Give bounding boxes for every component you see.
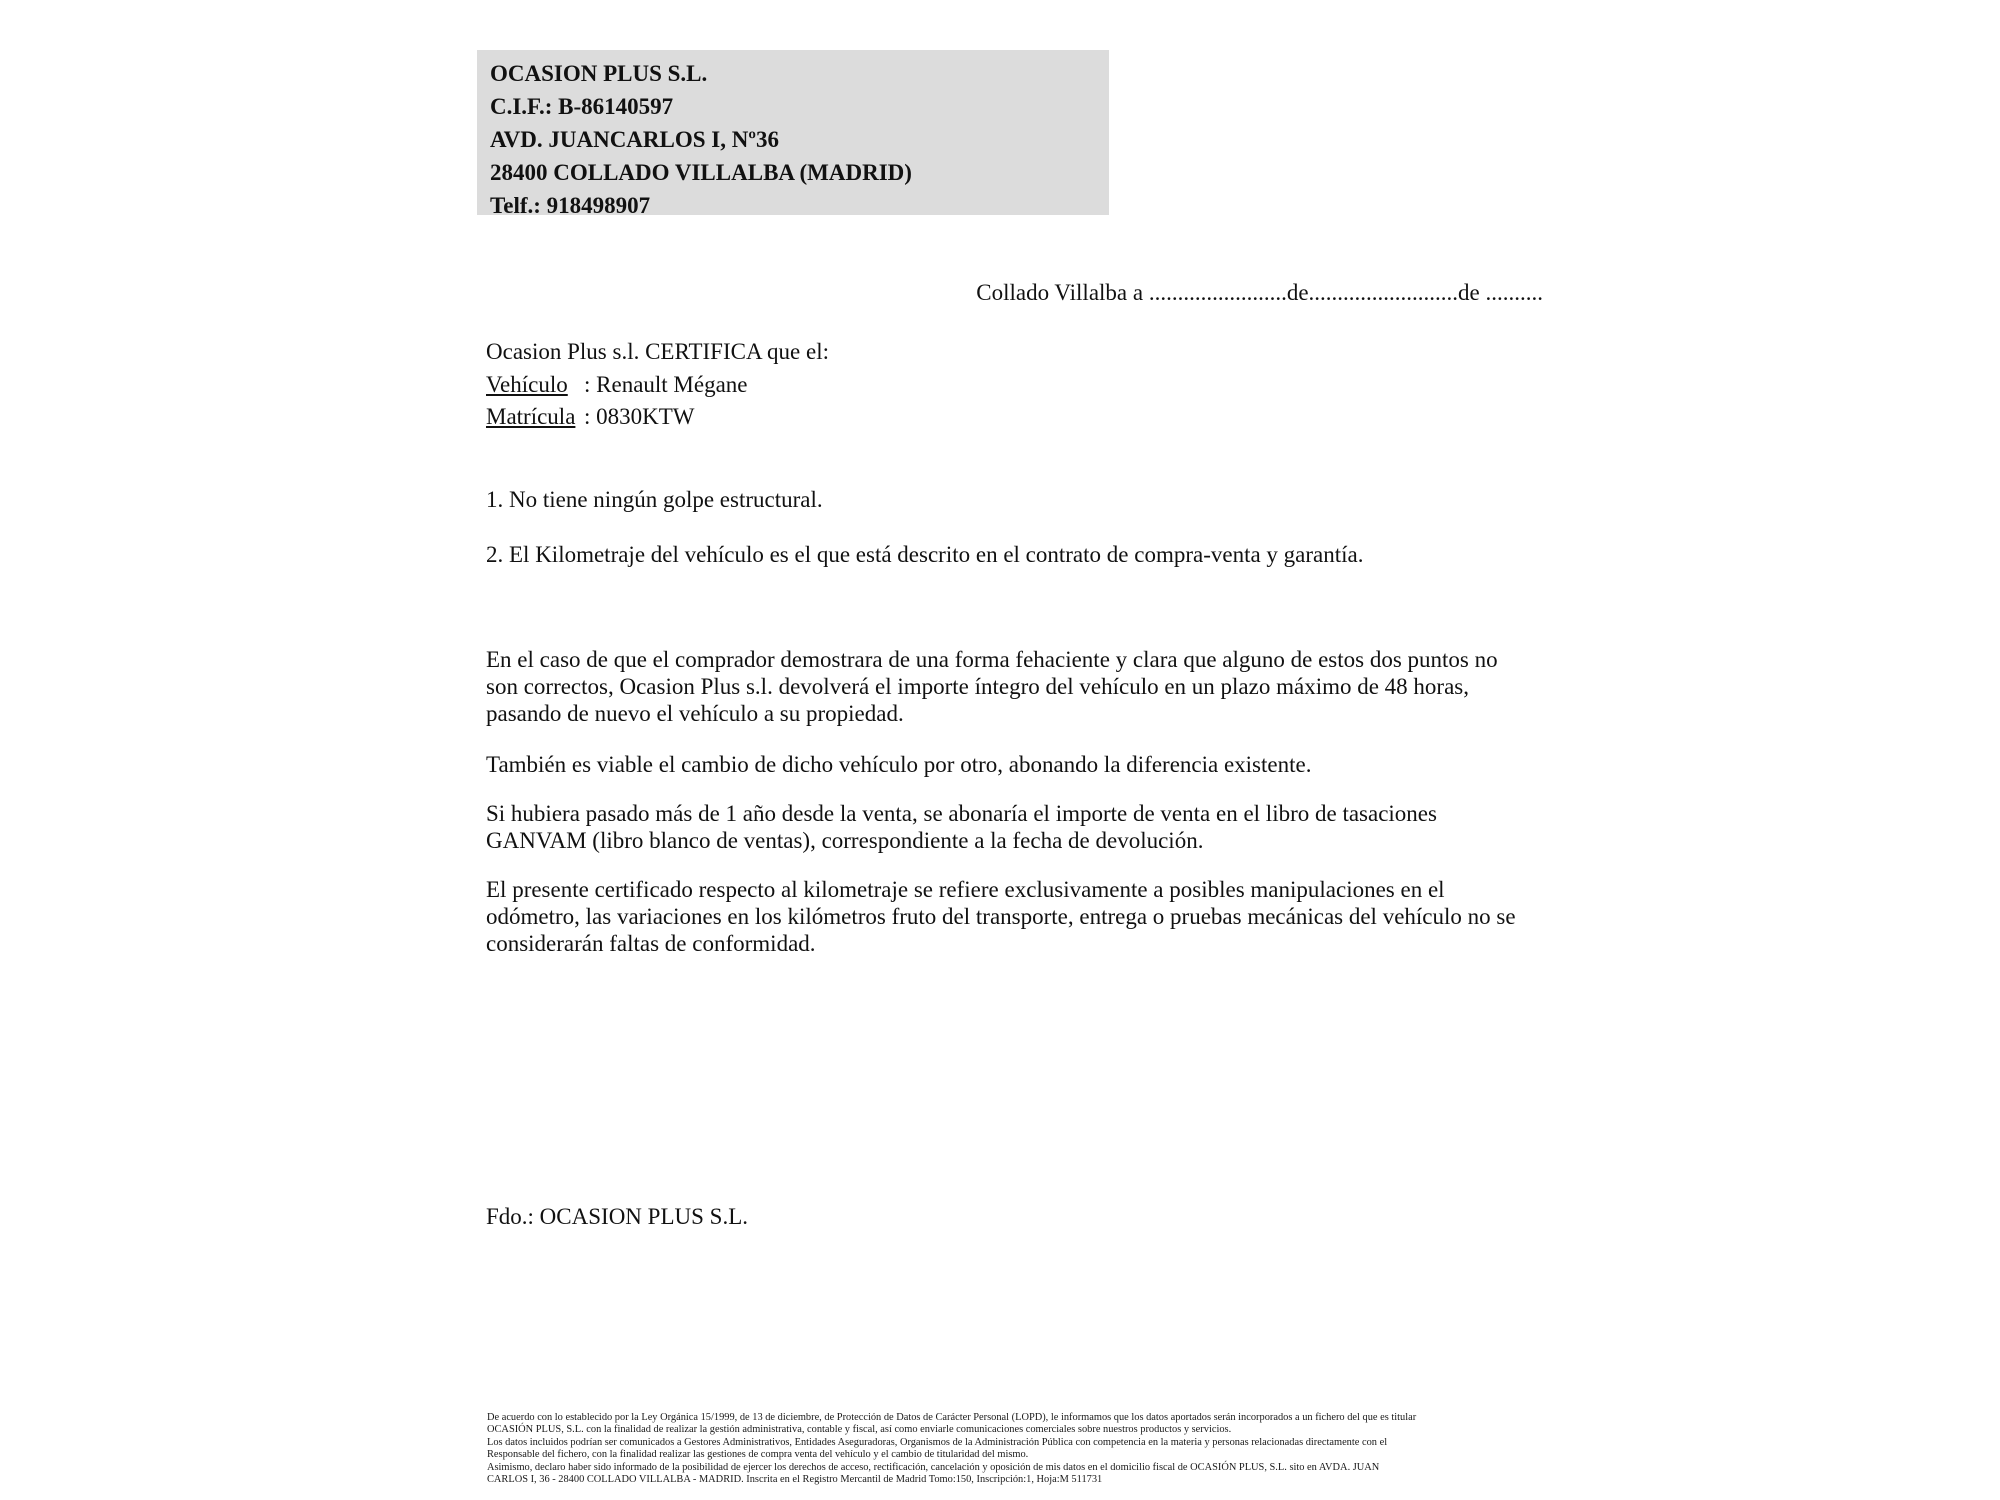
vehicle-field: [486, 369, 1536, 402]
company-city: 28400 COLLADO VILLALBA (MADRID): [490, 160, 912, 185]
plate-field-colon: :: [584, 404, 591, 429]
paragraph-exchange-option: También es viable el cambio de dicho vehículo por otro, abonando la diferencia existente.: [486, 752, 1312, 777]
company-phone: Telf.: 918498907: [490, 193, 651, 218]
legal-line: OCASIÓN PLUS, S.L. con la finalidad de realizar la gestión administrativa, contable y fiscal, así como enviarle comunicaciones comerciales sobre nuestros productos y servicios.: [487, 1424, 1232, 1436]
certified-point-1: 1. No tiene ningún golpe estructural.: [486, 487, 823, 512]
signature-line: Fdo.: OCASION PLUS S.L.: [486, 1204, 748, 1229]
legal-line: Los datos incluidos podrían ser comunicados a Gestores Administrativos, Entidades Aseguradoras, Organismos de la Administración Pública con competencia en la materia y personas relacionadas directamente con el: [487, 1436, 1388, 1448]
vehicle-field-value: Renault Mégane: [596, 371, 748, 397]
vehicle-field-label: Vehículo: [486, 371, 568, 397]
legal-fine-print: [487, 1412, 1587, 1486]
plate-field-value: 0830KTW: [596, 404, 695, 429]
legal-line: De acuerdo con lo establecido por la Ley Orgánica 15/1999, de 13 de diciembre, de Protección de Datos de Carácter Personal (LOPD), le informamos que los datos aportados serán incorporados a un fichero del que es titular: [487, 1412, 1417, 1423]
plate-field: [486, 401, 1536, 434]
paragraph-odometer-scope: El presente certificado respecto al kilometraje se refiere exclusivamente a posibles manipulaciones en el odómetro, las variaciones en los kilómetros fruto del transporte, entrega o pruebas mecánicas del vehículo no se considerarán faltas de conformidad.: [486, 877, 1516, 956]
legal-line: Responsable del fichero, con la finalidad realizar las gestiones de compra venta del vehículo y el cambio de titularidad del mismo.: [487, 1449, 1029, 1461]
company-name: OCASION PLUS S.L.: [490, 61, 708, 86]
legal-line: Asimismo, declaro haber sido informado de la posibilidad de ejercer los derechos de acceso, rectificación, cancelación y oposición de mis datos en el domicilio fiscal de OCASIÓN PLUS, S.L. sito en AVDA. JUAN: [487, 1461, 1380, 1473]
paragraph-ganvam-valuation: Si hubiera pasado más de 1 año desde la venta, se abonaría el importe de venta en el libro de tasaciones GANVAM (libro blanco de ventas), correspondiente a la fecha de devolución.: [486, 801, 1437, 853]
certify-intro: Ocasion Plus s.l. CERTIFICA que el:: [486, 339, 829, 364]
certification-block: [486, 336, 1536, 434]
paragraph-refund-terms: En el caso de que el comprador demostrara de una forma fehaciente y clara que alguno de estos dos puntos no son correctos, Ocasion Plus s.l. devolverá el importe íntegro del vehículo en un plazo máximo de 48 horas, pasando de nuevo el vehículo a su propiedad.: [486, 647, 1498, 726]
letterhead-box: [477, 50, 1109, 218]
vehicle-field-colon: :: [584, 371, 591, 397]
certified-point-2: 2. El Kilometraje del vehículo es el que está descrito en el contrato de compra-venta y garantía.: [486, 542, 1364, 567]
legal-line: CARLOS I, 36 - 28400 COLLADO VILLALBA - MADRID. Inscrita en el Registro Mercantil de Madrid Tomo:150, Inscripción:1, Hoja:M 511731: [487, 1474, 1103, 1486]
company-cif: C.I.F.: B-86140597: [490, 94, 674, 119]
date-fill-in-line: Collado Villalba a ........................de..........................de ..........: [976, 280, 1543, 305]
company-address: AVD. JUANCARLOS I, Nº36: [490, 127, 779, 152]
plate-field-label: Matrícula: [486, 404, 576, 429]
